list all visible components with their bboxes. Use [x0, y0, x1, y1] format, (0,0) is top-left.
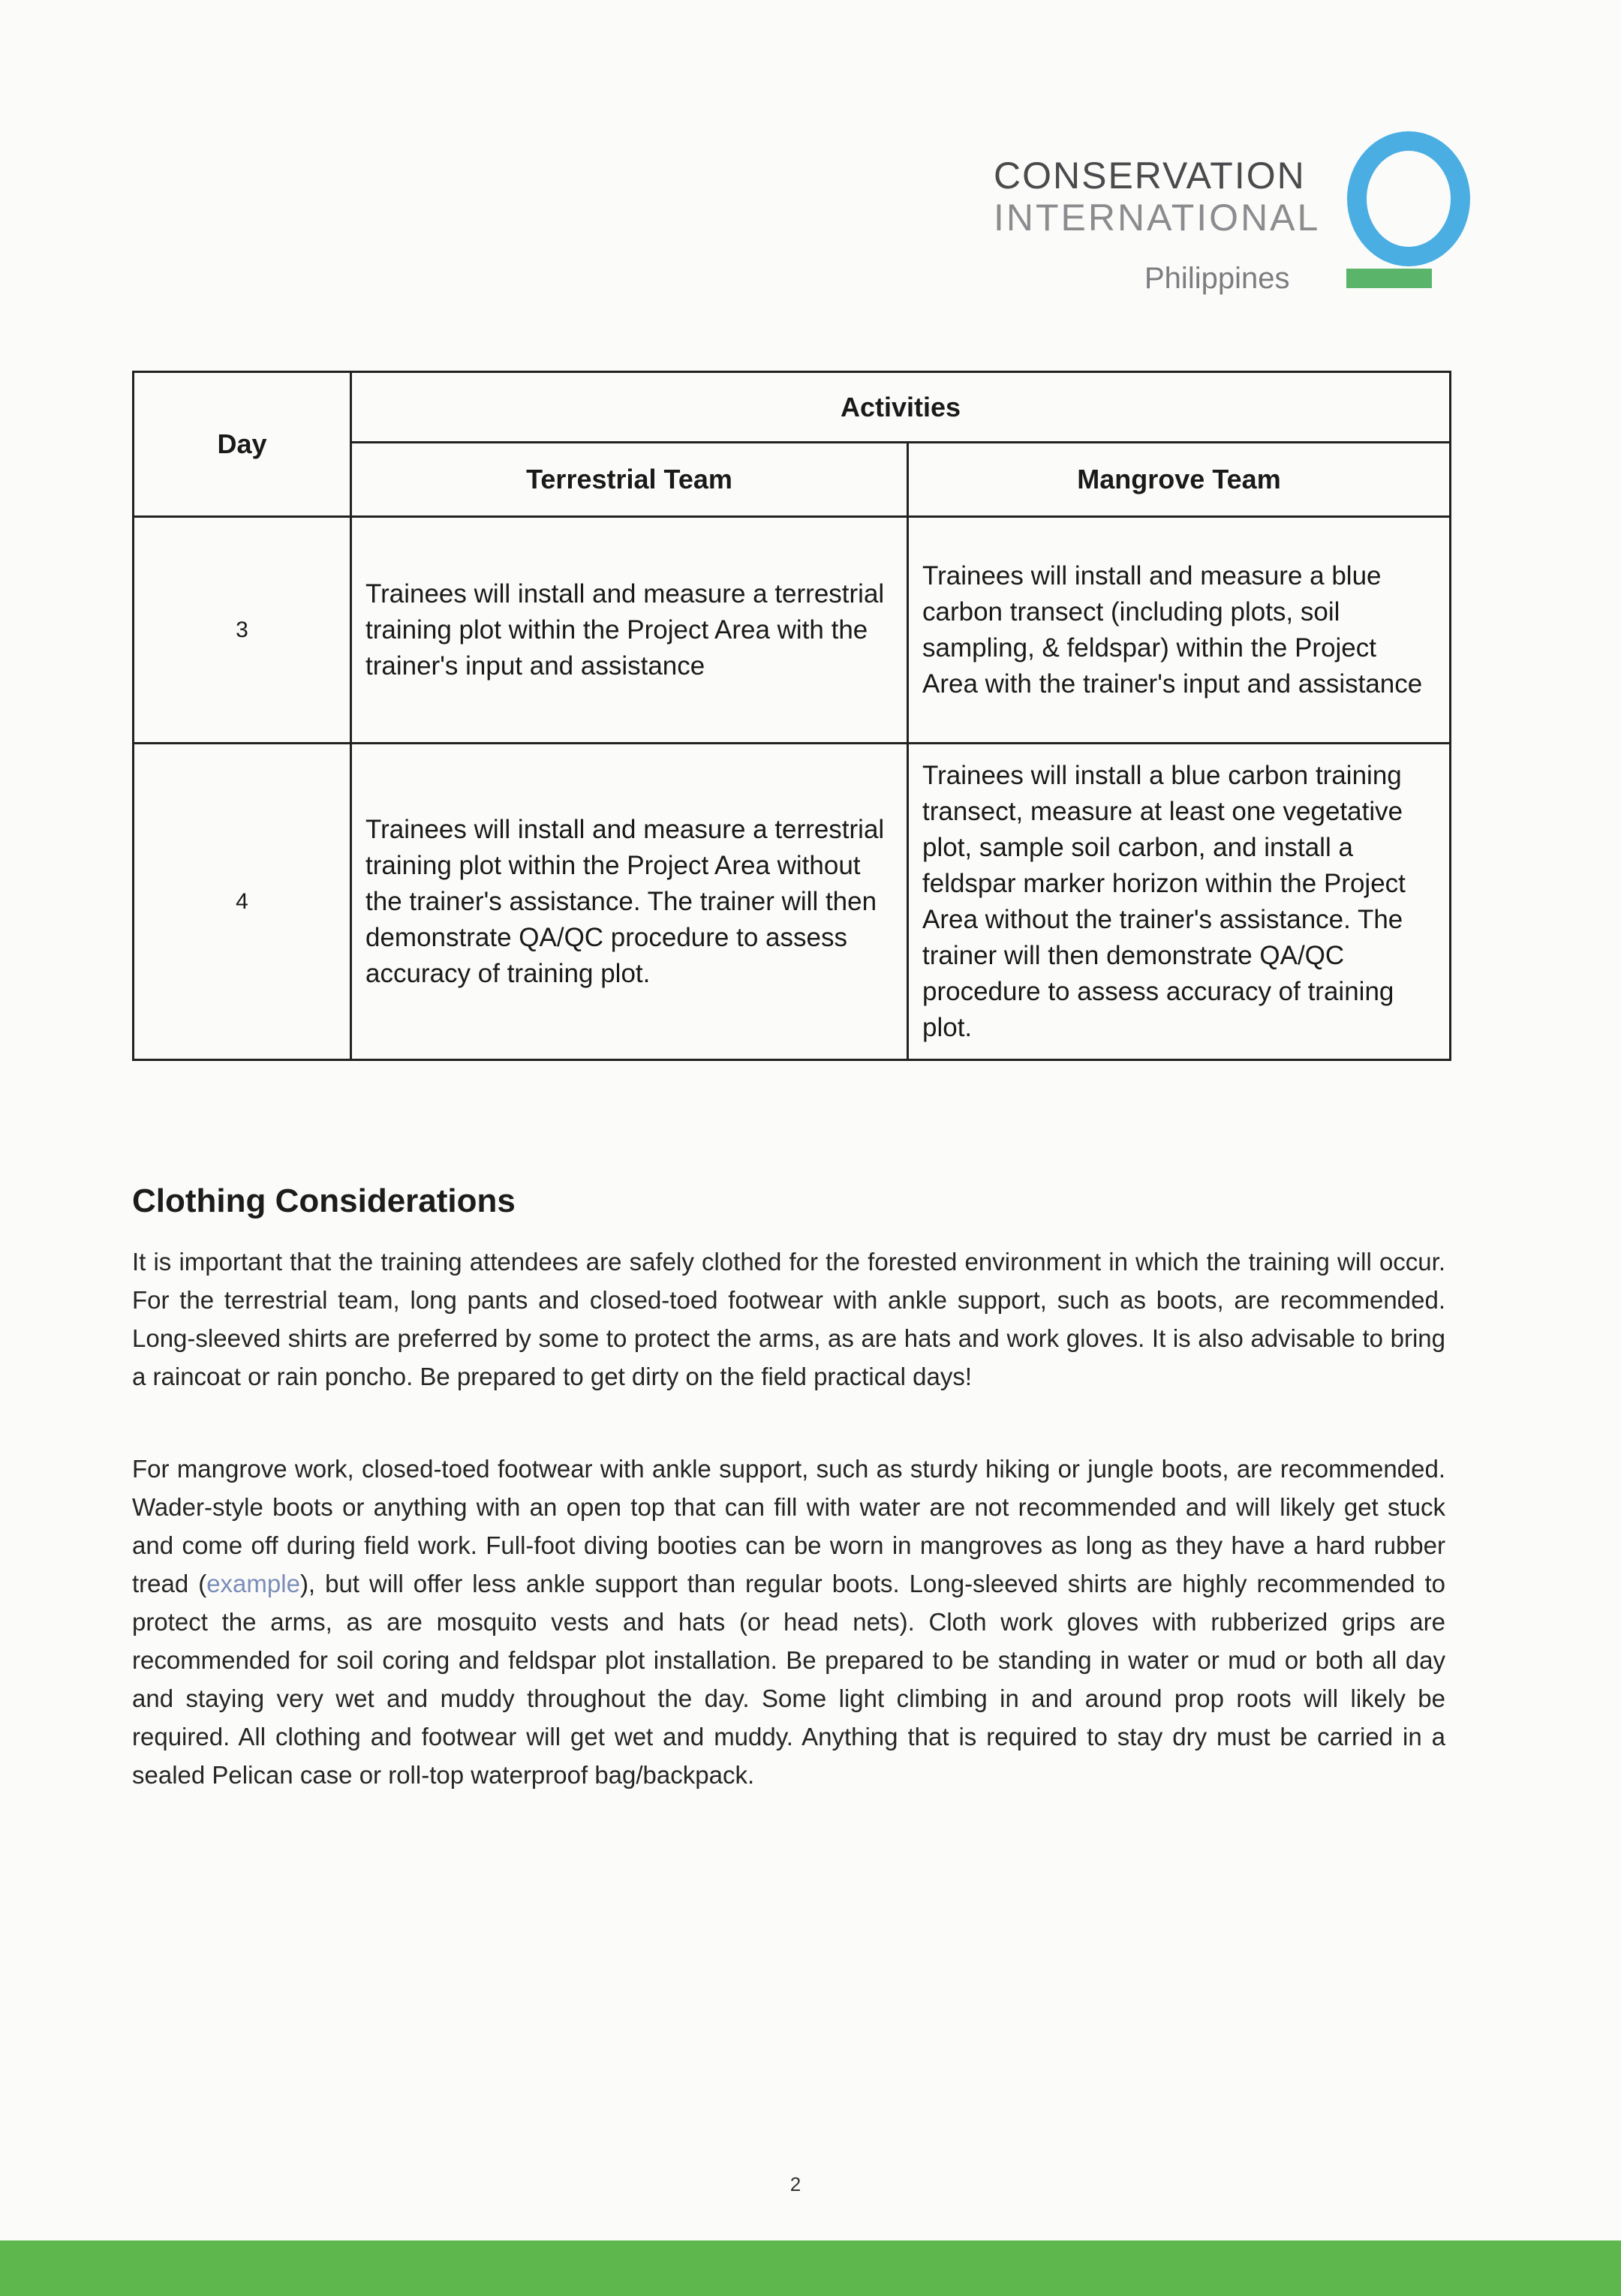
activities-table	[132, 371, 1451, 1061]
organization-logo	[991, 131, 1456, 319]
logo-text-international: INTERNATIONAL	[994, 197, 1321, 239]
logo-text-conservation: CONSERVATION	[994, 155, 1306, 197]
terrestrial-activity-cell: Trainees will install and measure a terrestrial training plot within the Project Area without the trainer's assistance. The trainer will then demonstrate QA/QC procedure to assess accuracy of training plot.	[351, 744, 908, 1060]
header-day: Day	[134, 372, 351, 517]
paragraph-text: ), but will offer less ankle support than regular boots. Long-sleeved shirts are highly recommended to protect the arms, as are mosquito vests and hats (or head nets). Cloth work gloves with rubberized grips are recommended for soil coring and feldspar plot installation. Be prepared to be standing in water or mud or both all day and staying very wet and muddy throughout the day. Some light climbing in and around prop roots will likely be required. All clothing and footwear will get wet and muddy. Anything that is required to stay dry must be carried in a sealed Pelican case or roll-top waterproof bag/backpack.	[132, 1570, 1445, 1789]
logo-text-philippines: Philippines	[1144, 262, 1290, 295]
paragraph-mangrove-clothing	[132, 1450, 1445, 1794]
header-activities: Activities	[351, 372, 1451, 443]
header-terrestrial-team: Terrestrial Team	[351, 443, 908, 517]
paragraph-terrestrial-clothing: It is important that the training attendees are safely clothed for the forested environment in which the training will occur. For the terrestrial team, long pants and closed-toed footwear with ankle support, such as boots, are recommended. Long-sleeved shirts are preferred by some to protect the arms, as are hats and work gloves. It is also advisable to bring a raincoat or rain poncho. Be prepared to get dirty on the field practical days!	[132, 1248, 1445, 1390]
section-heading: Clothing Considerations	[132, 1183, 516, 1219]
logo-bar-icon	[1346, 269, 1432, 288]
table-row	[134, 744, 1451, 1060]
terrestrial-activity-cell: Trainees will install and measure a terrestrial training plot within the Project Area with the trainer's input and assistance	[351, 517, 908, 744]
logo-ring-icon	[1347, 131, 1470, 266]
header-mangrove-team: Mangrove Team	[908, 443, 1451, 517]
table-row	[134, 517, 1451, 744]
mangrove-activity-cell: Trainees will install and measure a blue carbon transect (including plots, soil sampling, & feldspar) within the Project Area with the trainer's input and assistance	[908, 517, 1451, 744]
day-cell: 4	[134, 744, 351, 1060]
paragraph-text: For mangrove work, closed-toed footwear with ankle support, such as sturdy hiking or jungle boots, are recommended. Wader-style boots or anything with an open top that can fill with water are not recommended and will likely get stuck and come off during field work. Full-foot diving booties can be worn in mangroves as long as they have a hard rubber tread (	[132, 1455, 1445, 1597]
day-cell: 3	[134, 517, 351, 744]
mangrove-activity-cell: Trainees will install a blue carbon training transect, measure at least one vegetative plot, sample soil carbon, and install a feldspar marker horizon within the Project Area without the trainer's assistance. The trainer will then demonstrate QA/QC procedure to assess accuracy of training plot.	[908, 744, 1451, 1060]
example-link[interactable]: example	[206, 1570, 300, 1597]
page-number: 2	[789, 2173, 801, 2195]
footer-band	[0, 2240, 1621, 2296]
